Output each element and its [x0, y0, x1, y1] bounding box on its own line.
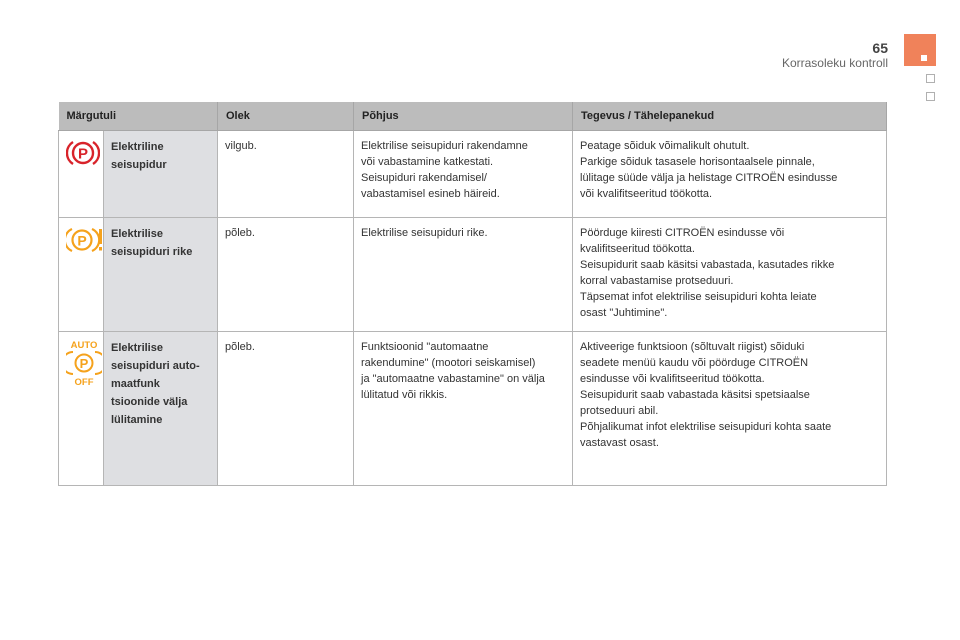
- parking-brake-red-icon: [66, 138, 100, 168]
- warning-name: Elektrilise seisupiduri rike: [104, 218, 218, 332]
- column-header-state: Olek: [218, 102, 354, 131]
- auto-label: AUTO: [70, 340, 98, 351]
- chapter-tab-active[interactable]: [904, 34, 936, 66]
- warning-name: Elektriline seisupidur: [104, 131, 218, 218]
- off-label: OFF: [74, 377, 94, 387]
- tab-dot: [921, 55, 927, 61]
- icon-cell: [59, 332, 104, 486]
- table-header-row: [59, 102, 887, 131]
- auto-parking-brake-off-icon: [66, 339, 102, 387]
- warning-lights-table: [58, 102, 887, 486]
- warning-state: põleb.: [218, 332, 354, 486]
- section-title: Korrasoleku kontroll: [781, 56, 888, 70]
- warning-state: vilgub.: [218, 131, 354, 218]
- column-header-marker: Märgutuli: [59, 102, 218, 131]
- column-header-cause: Põhjus: [354, 102, 573, 131]
- svg-text:P: P: [77, 145, 89, 163]
- icon-cell: [59, 131, 104, 218]
- warning-action: Pöörduge kiiresti CITROËN esindusse või kvalifitseeritud töökotta. Seisupidurit saab käsitsi vabastada, kasutades rikke korral vabastamise protseduuri. Täpsemat infot elektrilise seisupiduri kohta leiate osast "Juhtimine".: [573, 218, 887, 332]
- warning-state: põleb.: [218, 218, 354, 332]
- warning-cause: Elektrilise seisupiduri rike.: [354, 218, 573, 332]
- svg-text:P: P: [77, 232, 87, 249]
- parking-brake-fault-icon: [66, 225, 106, 255]
- warning-name: Elektrilise seisupiduri auto- maatfunk tsioonide välja lülitamine: [104, 332, 218, 486]
- chapter-tab-outline[interactable]: [926, 74, 935, 83]
- svg-text:P: P: [79, 356, 89, 371]
- column-header-action: Tegevus / Tähelepanekud: [573, 102, 887, 131]
- chapter-tab-outline[interactable]: [926, 92, 935, 101]
- warning-cause: Funktsioonid "automaatne rakendumine" (mootori seiskamisel) ja "automaatne vabastamine" on välja lülitatud või rikkis.: [354, 332, 573, 486]
- table-row: [59, 131, 887, 218]
- icon-cell: [59, 218, 104, 332]
- page-number: 65: [872, 40, 888, 56]
- warning-action: Peatage sõiduk võimalikult ohutult. Parkige sõiduk tasasele horisontaalsele pinnale, lülitage süüde välja ja helistage CITROËN esindusse või kvalifitseeritud töökotta.: [573, 131, 887, 218]
- warning-cause: Elektrilise seisupiduri rakendamne või vabastamine katkestati. Seisupiduri rakendamisel/ vabastamisel esineb häireid.: [354, 131, 573, 218]
- table-row: [59, 218, 887, 332]
- table-row: [59, 332, 887, 486]
- warning-action: Aktiveerige funktsioon (sõltuvalt riigist) sõiduki seadete menüü kaudu või pöörduge CITROËN esindusse või kvalifitseeritud töökotta. Seisupidurit saab vabastada käsitsi spetsiaalse protseduuri abil. Põhjalikumat infot elektrilise seisupiduri kohta saate vastavast osast.: [573, 332, 887, 486]
